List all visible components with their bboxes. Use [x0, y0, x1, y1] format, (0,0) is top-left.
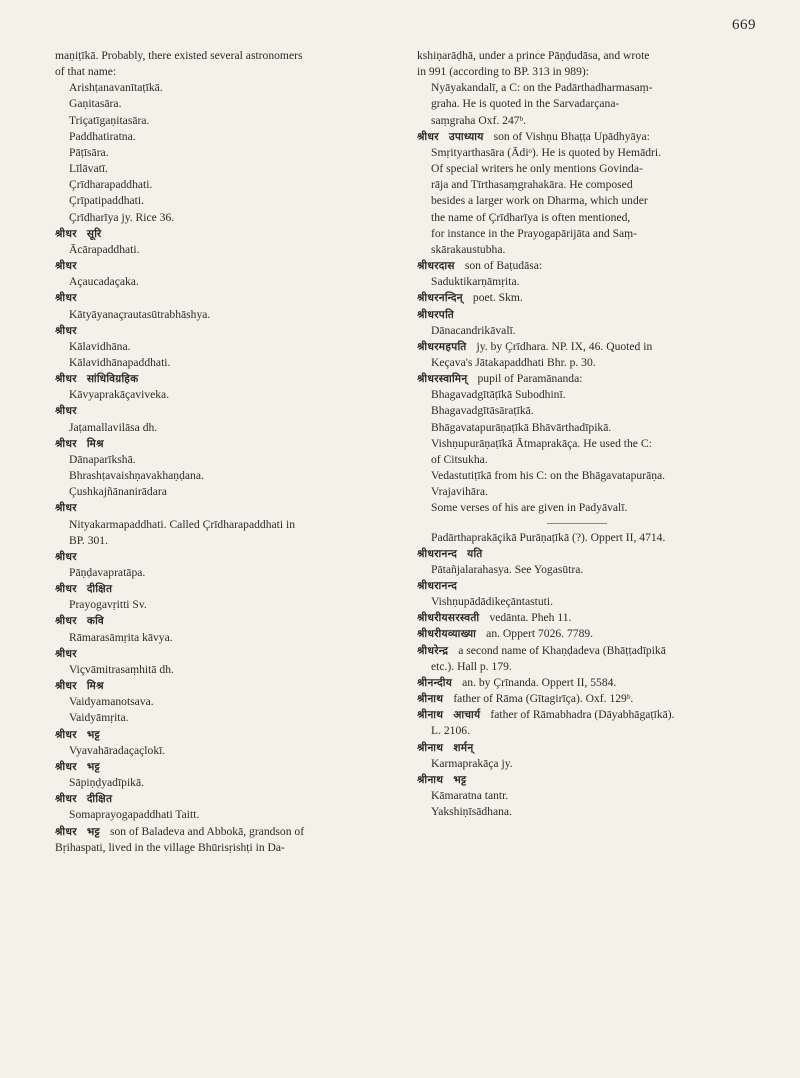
- entry-headword: श्रीधर: [55, 324, 77, 337]
- text-line: in 991 (according to BP. 313 in 989):: [417, 65, 589, 79]
- entry-heading: [417, 546, 753, 562]
- work-title-line: Bhagavadgītāṭīkā Subodhinī.: [431, 388, 566, 402]
- entry-heading: [417, 578, 753, 594]
- section-divider: [547, 523, 607, 524]
- work-title-line: Vishṇupurāṇaṭīkā Ātmaprakāça. He used the C:: [431, 436, 652, 450]
- entry-epithet: उपाध्याय: [448, 130, 484, 143]
- entry-heading: [55, 500, 387, 516]
- entry-headword: श्रीधर: [55, 437, 77, 450]
- entry-heading: [417, 307, 753, 323]
- entry-headword: श्रीनाथ: [417, 773, 444, 786]
- entry-heading: [55, 824, 387, 840]
- entry-headword: श्रीधर: [55, 793, 77, 806]
- right-column: [417, 48, 753, 820]
- work-title-line: Bhāgavatapurāṇaṭīkā Bhāvārthadīpikā.: [431, 420, 612, 434]
- entry-description: father of Rāmabhadra (Dāyabhāgaṭīkā).: [490, 708, 675, 722]
- work-title-line: Padārthaprakāçikā Purāṇaṭīkā (?). Oppert II, 4714.: [431, 530, 666, 544]
- entry-description: poet. Skm.: [472, 291, 523, 305]
- work-title-line: Vaidyamanotsava.: [69, 695, 154, 709]
- entry-heading: [55, 613, 387, 629]
- entry-epithet: दीक्षित: [86, 583, 113, 596]
- entry-epithet: भट्ट: [453, 773, 467, 786]
- entry-epithet: भट्ट: [86, 760, 100, 773]
- entry-epithet: भट्ट: [86, 825, 100, 838]
- entry-headword: श्रीनाथ: [417, 709, 444, 722]
- entry-epithet: मिश्र: [86, 437, 104, 450]
- entry-description: father of Rāma (Gītagirīça). Oxf. 129ᵇ.: [453, 692, 634, 706]
- entry-heading: [55, 791, 387, 807]
- work-title-line: Rāmarasāmṛita kāvya.: [69, 630, 173, 644]
- entry-description: an. Oppert 7026. 7789.: [486, 627, 594, 641]
- entry-heading: [55, 549, 387, 565]
- work-title-line: Çushkajñānanirādara: [69, 485, 167, 499]
- entry-headword: श्रीधर: [55, 550, 77, 563]
- work-title-line: Some verses of his are given in Padyāvalī.: [431, 501, 628, 515]
- entry-headword: श्रीधर: [55, 647, 77, 660]
- work-title-line: Pāṭīsāra.: [69, 145, 109, 159]
- entry-headword: श्रीनन्दीय: [417, 676, 453, 689]
- entry-heading: [55, 759, 387, 775]
- work-title-line: the name of Çrīdharīya is often mentioned,: [431, 210, 631, 224]
- work-title-line: Kālavidhāna.: [69, 339, 131, 353]
- entry-heading: [55, 290, 387, 306]
- text-line: Bṛihaspati, lived in the village Bhūrisṛishṭi in Da-: [55, 840, 285, 854]
- entry-headword: श्रीनाथ: [417, 741, 444, 754]
- entry-heading: [417, 740, 753, 756]
- entry-headword: श्रीधर: [55, 825, 77, 838]
- entry-headword: श्रीधर: [55, 728, 77, 741]
- entry-headword: श्रीधर: [55, 227, 77, 240]
- entry-heading: [55, 436, 387, 452]
- work-title-line: rāja and Tīrthasaṃgrahakāra. He composed: [431, 178, 633, 192]
- text-line: of that name:: [55, 65, 117, 79]
- work-title-line: Of special writers he only mentions Govinda-: [431, 162, 643, 176]
- entry-headword: श्रीधरनन्दिन्: [417, 292, 463, 305]
- work-title-line: Çrīdharapaddhati.: [69, 178, 153, 192]
- entry-heading: [55, 226, 387, 242]
- work-title-line: Vrajavihāra.: [431, 485, 488, 499]
- entry-description: a second name of Khaṇḍadeva (Bhāṭṭadīpikā: [458, 643, 666, 657]
- work-title-line: Kāmaratna tantr.: [431, 789, 509, 803]
- entry-headword: श्रीधरस्वामिन्: [417, 373, 468, 386]
- entry-headword: श्रीधर: [55, 502, 77, 515]
- work-title-line: Smṛityarthasāra (Ādiᵒ). He is quoted by Hemādri.: [431, 145, 662, 159]
- work-title-line: Triçatīgaṇitasāra.: [69, 113, 150, 127]
- work-title-line: Prayogavṛitti Sv.: [69, 598, 147, 612]
- entry-headword: श्रीधरानन्द: [417, 580, 458, 592]
- entry-headword: श्रीधरमहपति: [417, 340, 467, 353]
- text-line: kshiṇarāḍhā, under a prince Pāṇḍudāsa, and wrote: [417, 49, 650, 62]
- entry-heading: [417, 643, 753, 659]
- work-title-line: Karmaprakāça jy.: [431, 756, 513, 770]
- entry-heading: [417, 626, 753, 642]
- entry-headword: श्रीधर: [55, 292, 77, 305]
- entry-epithet: शर्मन्: [453, 741, 474, 754]
- work-title-line: Saduktikarṇāmṛita.: [431, 275, 520, 289]
- entry-epithet: सूरि: [86, 227, 102, 240]
- entry-epithet: कवि: [86, 615, 105, 628]
- entry-headword: श्रीधरानन्द: [417, 547, 458, 560]
- work-title-line: Paddhatiratna.: [69, 129, 136, 143]
- entry-headword: श्रीधर: [55, 760, 77, 773]
- work-title-line: graha. He is quoted in the Sarvadarçana-: [431, 97, 620, 111]
- entry-description: pupil of Paramānanda:: [477, 372, 583, 386]
- entry-heading: [417, 707, 753, 723]
- work-title-line: Vishṇupādādikeçāntastuti.: [431, 595, 553, 609]
- entry-heading: [417, 258, 753, 274]
- work-title-line: Līlāvatī.: [69, 162, 108, 176]
- work-title-line: saṃgraha Oxf. 247ᵇ.: [431, 113, 527, 127]
- entry-headword: श्रीधर: [55, 373, 77, 386]
- entry-description: vedānta. Pheh 11.: [489, 611, 572, 625]
- text-line: maṇiṭīkā. Probably, there existed several astronomers: [55, 49, 303, 62]
- entry-heading: [417, 290, 753, 306]
- work-title-line: Jaṭamallavilāsa dh.: [69, 420, 158, 434]
- entry-heading: [417, 371, 753, 387]
- entry-heading: [417, 339, 753, 355]
- work-title-line: Pāṇḍavapratāpa.: [69, 566, 146, 579]
- entry-heading: [417, 772, 753, 788]
- entry-heading: [417, 675, 753, 691]
- entry-description: son of Baṭudāsa:: [464, 259, 543, 273]
- work-title-line: Dānacandrikāvalī.: [431, 323, 516, 337]
- entry-heading: [55, 678, 387, 694]
- work-title-line: etc.). Hall p. 179.: [431, 659, 512, 673]
- work-title-line: besides a larger work on Dharma, which under: [431, 194, 648, 208]
- entry-epithet: मिश्र: [86, 680, 104, 693]
- entry-epithet: सांधिविग्रहिक: [86, 373, 139, 386]
- entry-headword: श्रीधर: [55, 615, 77, 628]
- work-title-line: Sāpiṇḍyadīpikā.: [69, 776, 145, 790]
- work-title-line: Çrīdharīya jy. Rice 36.: [69, 210, 175, 224]
- entry-epithet: दीक्षित: [86, 793, 113, 806]
- work-title-line: Gaṇitasāra.: [69, 97, 122, 111]
- work-title-line: Pātañjalarahasya. See Yogasūtra.: [431, 562, 584, 576]
- entry-headword: श्रीनाथ: [417, 693, 444, 706]
- work-title-line: Ācārapaddhati.: [69, 242, 140, 256]
- work-title-line: Nityakarmapaddhati. Called Çrīdharapaddhati in: [69, 517, 296, 531]
- work-title-line: Dānaparīkshā.: [69, 452, 136, 466]
- entry-headword: श्रीधरेन्द्र: [417, 644, 449, 657]
- entry-description: son of Baladeva and Abbokā, grandson of: [109, 824, 305, 838]
- entry-headword: श्रीधरीयव्याख्या: [417, 628, 477, 641]
- work-title-line: Kātyāyanaçrautasūtrabhāshya.: [69, 307, 211, 321]
- entry-headword: श्रीधर: [417, 130, 439, 143]
- entry-headword: श्रीधरदास: [417, 260, 455, 273]
- entry-heading: [55, 371, 387, 387]
- left-column: [55, 48, 387, 856]
- work-title-line: Keçava's Jātakapaddhati Bhr. p. 30.: [431, 355, 596, 369]
- entry-heading: [55, 581, 387, 597]
- work-title-line: Nyāyakandalī, a C: on the Padārthadharmasaṃ-: [431, 81, 653, 95]
- entry-heading: [55, 727, 387, 743]
- entry-heading: [417, 610, 753, 626]
- work-title-line: Arishṭanavanītaṭīkā.: [69, 81, 163, 95]
- work-title-line: L. 2106.: [431, 724, 470, 738]
- entry-headword: श्रीधर: [55, 405, 77, 418]
- entry-headword: श्रीधरीयसरस्वती: [417, 612, 480, 625]
- work-title-line: Bhagavadgītāsāraṭīkā.: [431, 404, 534, 418]
- entry-epithet: आचार्य: [453, 709, 481, 722]
- work-title-line: Kāvyaprakāçaviveka.: [69, 388, 170, 402]
- work-title-line: Açaucadaçaka.: [69, 275, 139, 289]
- entry-heading: [417, 129, 753, 145]
- work-title-line: Kālavidhānapaddhati.: [69, 355, 171, 369]
- work-title-line: Çrīpatipaddhati.: [69, 194, 145, 208]
- work-title-line: Yakshiṇīsādhana.: [431, 805, 512, 819]
- work-title-line: of Citsukha.: [431, 452, 488, 466]
- work-title-line: BP. 301.: [69, 533, 108, 547]
- entry-description: son of Vishṇu Bhaṭṭa Upādhyāya:: [493, 129, 650, 143]
- entry-heading: [55, 323, 387, 339]
- page-number: 669: [732, 17, 756, 33]
- entry-epithet: भट्ट: [86, 728, 100, 741]
- entry-heading: [55, 403, 387, 419]
- entry-headword: श्रीधर: [55, 680, 77, 693]
- entry-headword: श्रीधर: [55, 260, 77, 273]
- work-title-line: Vedastutiṭīkā from his C: on the Bhāgavatapurāṇa.: [431, 469, 666, 483]
- entry-headword: श्रीधरपति: [417, 308, 455, 321]
- work-title-line: for instance in the Prayogapārijāta and Saṃ-: [431, 226, 638, 240]
- work-title-line: Vaidyāmṛita.: [69, 711, 129, 725]
- entry-headword: श्रीधर: [55, 583, 77, 596]
- work-title-line: Viçvāmitrasaṃhitā dh.: [69, 662, 174, 676]
- entry-description: jy. by Çrīdhara. NP. IX, 46. Quoted in: [476, 339, 653, 353]
- entry-description: an. by Çrīnanda. Oppert II, 5584.: [462, 675, 617, 689]
- work-title-line: skārakaustubha.: [431, 242, 506, 256]
- entry-heading: [417, 691, 753, 707]
- entry-heading: [55, 258, 387, 274]
- entry-epithet: यति: [467, 547, 483, 560]
- work-title-line: Bhrashṭavaishṇavakhaṇḍana.: [69, 469, 204, 483]
- work-title-line: Vyavahāradaçaçlokī.: [69, 743, 166, 757]
- entry-heading: [55, 646, 387, 662]
- work-title-line: Somaprayogapaddhati Taitt.: [69, 808, 200, 822]
